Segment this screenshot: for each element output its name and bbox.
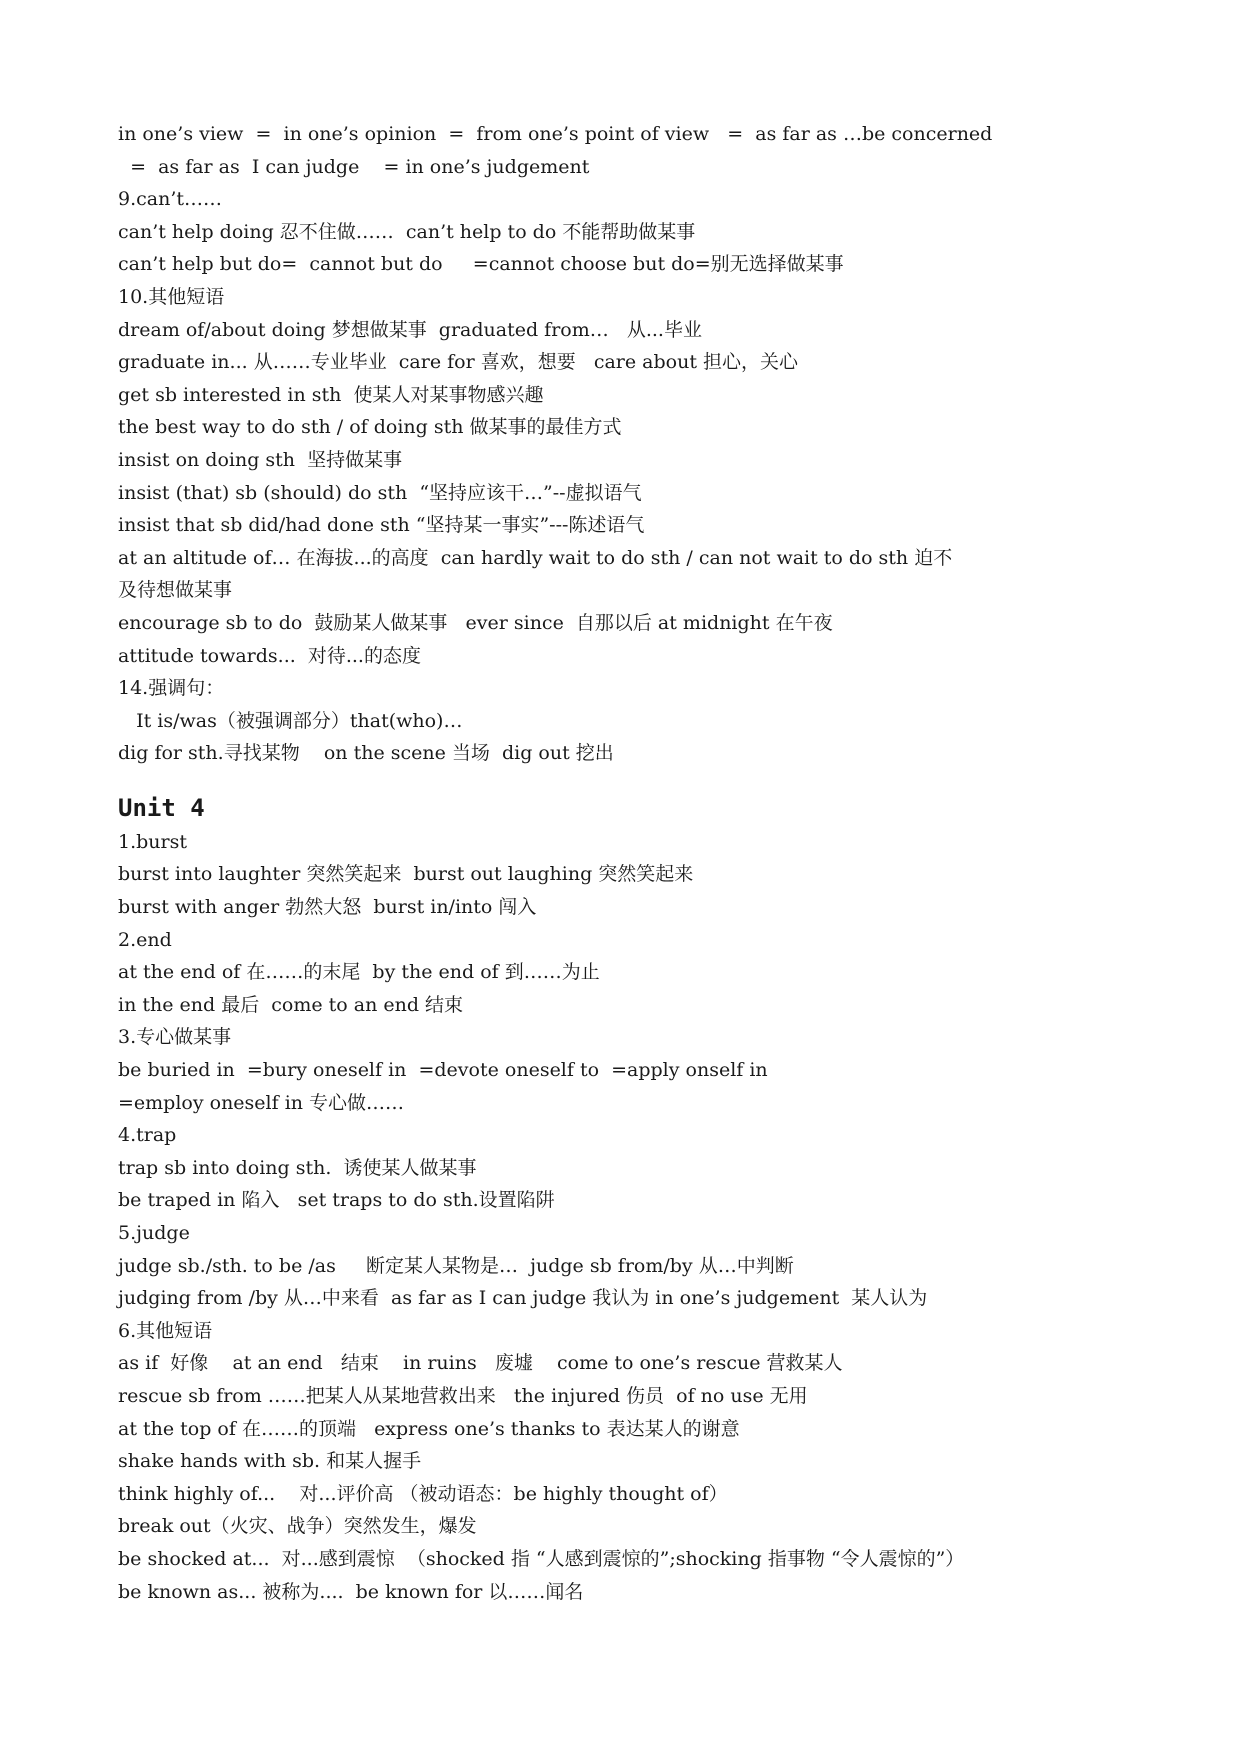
text-line: in one’s view = in one’s opinion = from one’s point of view = as far as …be concerned	[118, 123, 993, 145]
text-line: burst into laughter 突然笑起来 burst out laughing 突然笑起来	[118, 863, 694, 886]
section-unit4	[118, 826, 1128, 1608]
document-page	[118, 118, 1128, 1608]
item-heading: 6.其他短语	[118, 1319, 213, 1342]
text-line: think highly of... 对...评价高 （被动语态：be highly thought of）	[118, 1482, 728, 1505]
text-line: trap sb into doing sth. 诱使某人做某事	[118, 1156, 477, 1179]
item-heading: 5.judge	[118, 1222, 190, 1244]
text-line: as if 好像 at an end 结束 in ruins 废墟 come to one’s rescue 营救某人	[118, 1352, 843, 1375]
item-heading: 9.can’t……	[118, 188, 223, 211]
text-line: be traped in 陷入 set traps to do sth.设置陷阱	[118, 1189, 555, 1212]
text-line: be shocked at... 对...感到震惊 （shocked 指 “人感到震惊的”;shocking 指事物 “令人震惊的”）	[118, 1547, 965, 1570]
text-line: can’t help doing 忍不住做…… can’t help to do 不能帮助做某事	[118, 220, 696, 243]
text-line: It is/was（被强调部分）that(who)…	[118, 709, 463, 732]
text-line: dream of/about doing 梦想做某事 graduated from… 从...毕业	[118, 318, 702, 341]
text-line: = as far as I can judge = in one’s judgement	[118, 155, 590, 178]
item-heading: 4.trap	[118, 1124, 177, 1147]
text-line: =employ oneself in 专心做……	[118, 1091, 405, 1114]
text-line: can’t help but do= cannot but do =cannot choose but do=别无选择做某事	[118, 253, 844, 276]
text-line: at the end of 在……的末尾 by the end of 到……为止	[118, 961, 600, 984]
text-line: 及待想做某事	[118, 579, 233, 602]
text-line: attitude towards... 对待...的态度	[118, 644, 421, 667]
section-spacer	[118, 770, 1128, 790]
text-line: judge sb./sth. to be /as 断定某人某物是… judge sb from/by 从…中判断	[118, 1254, 794, 1277]
text-line: be known as... 被称为.... be known for 以……闻名	[118, 1580, 584, 1603]
text-line: shake hands with sb. 和某人握手	[118, 1450, 422, 1473]
item-heading: 10.其他短语	[118, 285, 225, 308]
text-line: burst with anger 勃然大怒 burst in/into 闯入	[118, 896, 537, 919]
text-line: in the end 最后 come to an end 结束	[118, 993, 464, 1016]
text-line: judging from /by 从…中来看 as far as I can judge 我认为 in one’s judgement 某人认为	[118, 1287, 928, 1310]
item-heading: 1.burst	[118, 830, 187, 853]
text-line: at the top of 在……的顶端 express one’s thanks to 表达某人的谢意	[118, 1417, 740, 1440]
text-line: graduate in... 从……专业毕业 care for 喜欢，想要 care about 担心，关心	[118, 351, 798, 374]
text-line: be buried in =bury oneself in =devote oneself to =apply onself in	[118, 1059, 768, 1082]
text-line: insist on doing sth 坚持做某事	[118, 448, 403, 471]
section-unit3-continued	[118, 118, 1128, 770]
text-line: rescue sb from ……把某人从某地营救出来 the injured 伤员 of no use 无用	[118, 1384, 808, 1407]
text-line: insist that sb did/had done sth “坚持某一事实”---陈述语气	[118, 514, 645, 537]
text-line: at an altitude of… 在海拔...的高度 can hardly wait to do sth / can not wait to do sth 迫不	[118, 546, 953, 569]
text-line: the best way to do sth / of doing sth 做某事的最佳方式	[118, 416, 622, 439]
text-line: insist (that) sb (should) do sth “坚持应该干…”--虚拟语气	[118, 481, 642, 504]
item-heading: 2.end	[118, 928, 172, 951]
item-heading: 14.强调句：	[118, 677, 225, 700]
item-heading: 3.专心做某事	[118, 1026, 232, 1049]
text-line: get sb interested in sth 使某人对某事物感兴趣	[118, 383, 544, 406]
text-line: break out（火灾、战争）突然发生，爆发	[118, 1515, 477, 1538]
text-line: encourage sb to do 鼓励某人做某事 ever since 自那以后 at midnight 在午夜	[118, 611, 833, 634]
text-line: dig for sth.寻找某物 on the scene 当场 dig out 挖出	[118, 742, 614, 765]
unit-title: Unit 4	[118, 793, 205, 822]
